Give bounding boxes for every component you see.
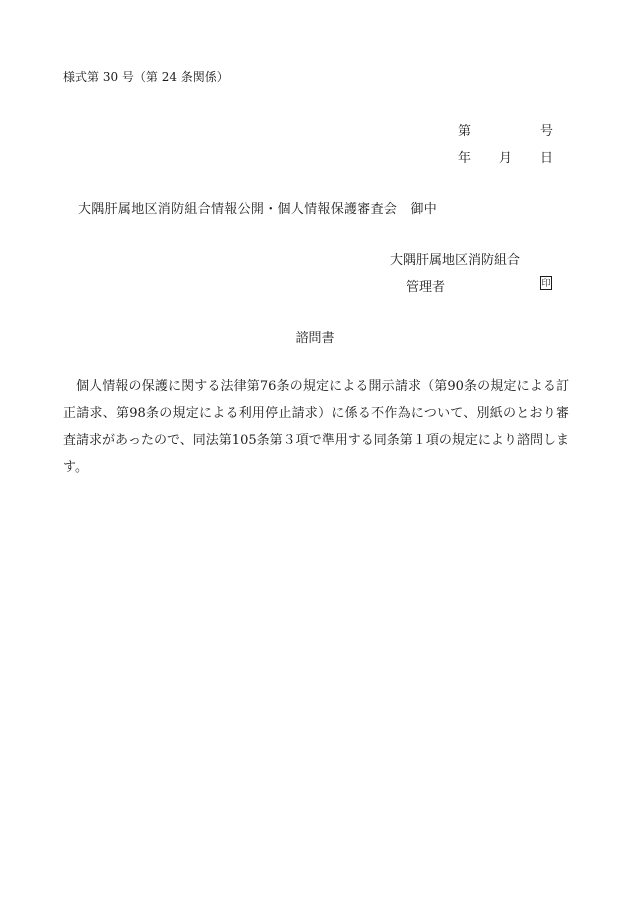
number-suffix: 号 — [540, 124, 554, 139]
date-day: 日 — [540, 151, 554, 166]
number-prefix: 第 — [458, 124, 472, 139]
sender-organization: 大隅肝属地区消防組合 — [390, 253, 521, 268]
date-month: 月 — [499, 151, 513, 166]
form-number: 様式第 30 号（第 24 条関係） — [63, 70, 229, 84]
document-title: 諮問書 — [295, 331, 335, 346]
seal-mark: 印 — [540, 276, 552, 290]
addressee: 大隅肝属地区消防組合情報公開・個人情報保護審査会 御中 — [78, 202, 438, 217]
sender-title: 管理者 — [406, 280, 446, 295]
date-year: 年 — [458, 151, 472, 166]
body-text: 個人情報の保護に関する法律第76条の規定による開示請求（第90条の規定による訂正請求、第98条の規定による利用停止請求）に係る不作為について、別紙のとおり審査請求があったので、同法第105条第３項で準用する同条第１項の規定により諮問します。 — [63, 379, 569, 475]
